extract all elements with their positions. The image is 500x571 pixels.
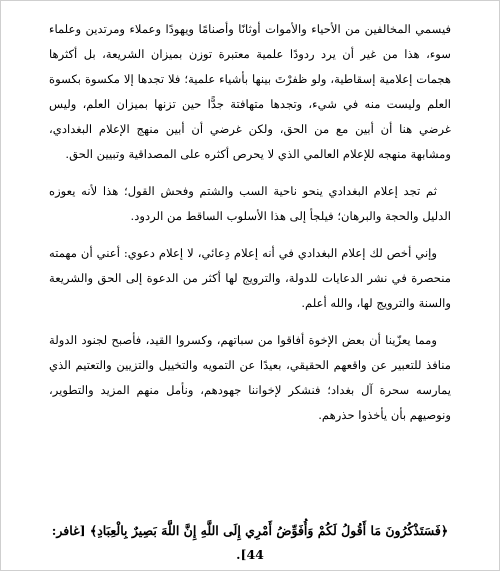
paragraph-2: ثم تجد إعلام البغدادي ينحو ناحية السب والشتم وفحش القول؛ هذا لأنه يعوزه الدليل والحجة والبرهان؛ فيلجأ إلى هذا الأسلوب الساقط من الردود. [49,184,451,223]
paragraph-1: فيسمي المخالفين من الأحياء والأموات أوثانًا وأصنامًا ويهودًا وعملاء ومرتدين وعلماء سوء، هذا من غير أن يرد ردودًا علمية معتبرة توزن بميزان الشريعة، بل أكثرها هجمات إعلامية إسقاطية، ولو ظفرْتَ بينها بأشياء علمية؛ فلا تجدها إلا مكسوة بكسوة العلم وليست منه في شيء، وتجدها متهافتة جدًّا حين تزنها بميزان العلم، وليس غرضي هنا أن أبين مع من الحق، ولكن غرضي أن أبين منهج الإعلام البغدادي، ومشابهة منهجه للإعلام العالمي الذي لا يحرص أكثره على المصداقية وتبيين الحق. [49,22,451,161]
verse-reference: [غافر: 44]. [51,523,264,562]
quran-verse [49,519,451,567]
document-body [49,17,451,440]
verse-text: ﴿فَسَتَذْكُرُونَ مَا أَقُولُ لَكُمْ وَأُفَوِّضُ أَمْرِي إِلَى اللَّهِ إِنَّ اللَّهَ بَصِيرٌ بِالْعِبَادِ﴾ [89,523,449,538]
paragraph-3: وإني أخص لك إعلام البغدادي في أنه إعلام دِعائي، لا إعلام دعوي: أعني أن مهمته منحصرة في نشر الدعايات للدولة، والترويج لها أكثر من الدعوة إلى الحق والشريعة والسنة والترويج لها، والله أعلم. [49,246,451,310]
paragraph-4: ومما يعزّينا أن بعض الإخوة أفاقوا من سباتهم، وكسروا القيد، فأصبح لجنود الدولة منافذ للتعبير عن واقعهم الحقيقي، بعيدًا عن التمويه والتخييل والتزيين والتعتيم الذي يمارسه سحرة آل بغداد؛ فنشكر لإخواننا جهودهم، ونأمل منهم المزيد والتطوير، ونوصيهم بأن يأخذوا حذرهم. [49,333,451,422]
